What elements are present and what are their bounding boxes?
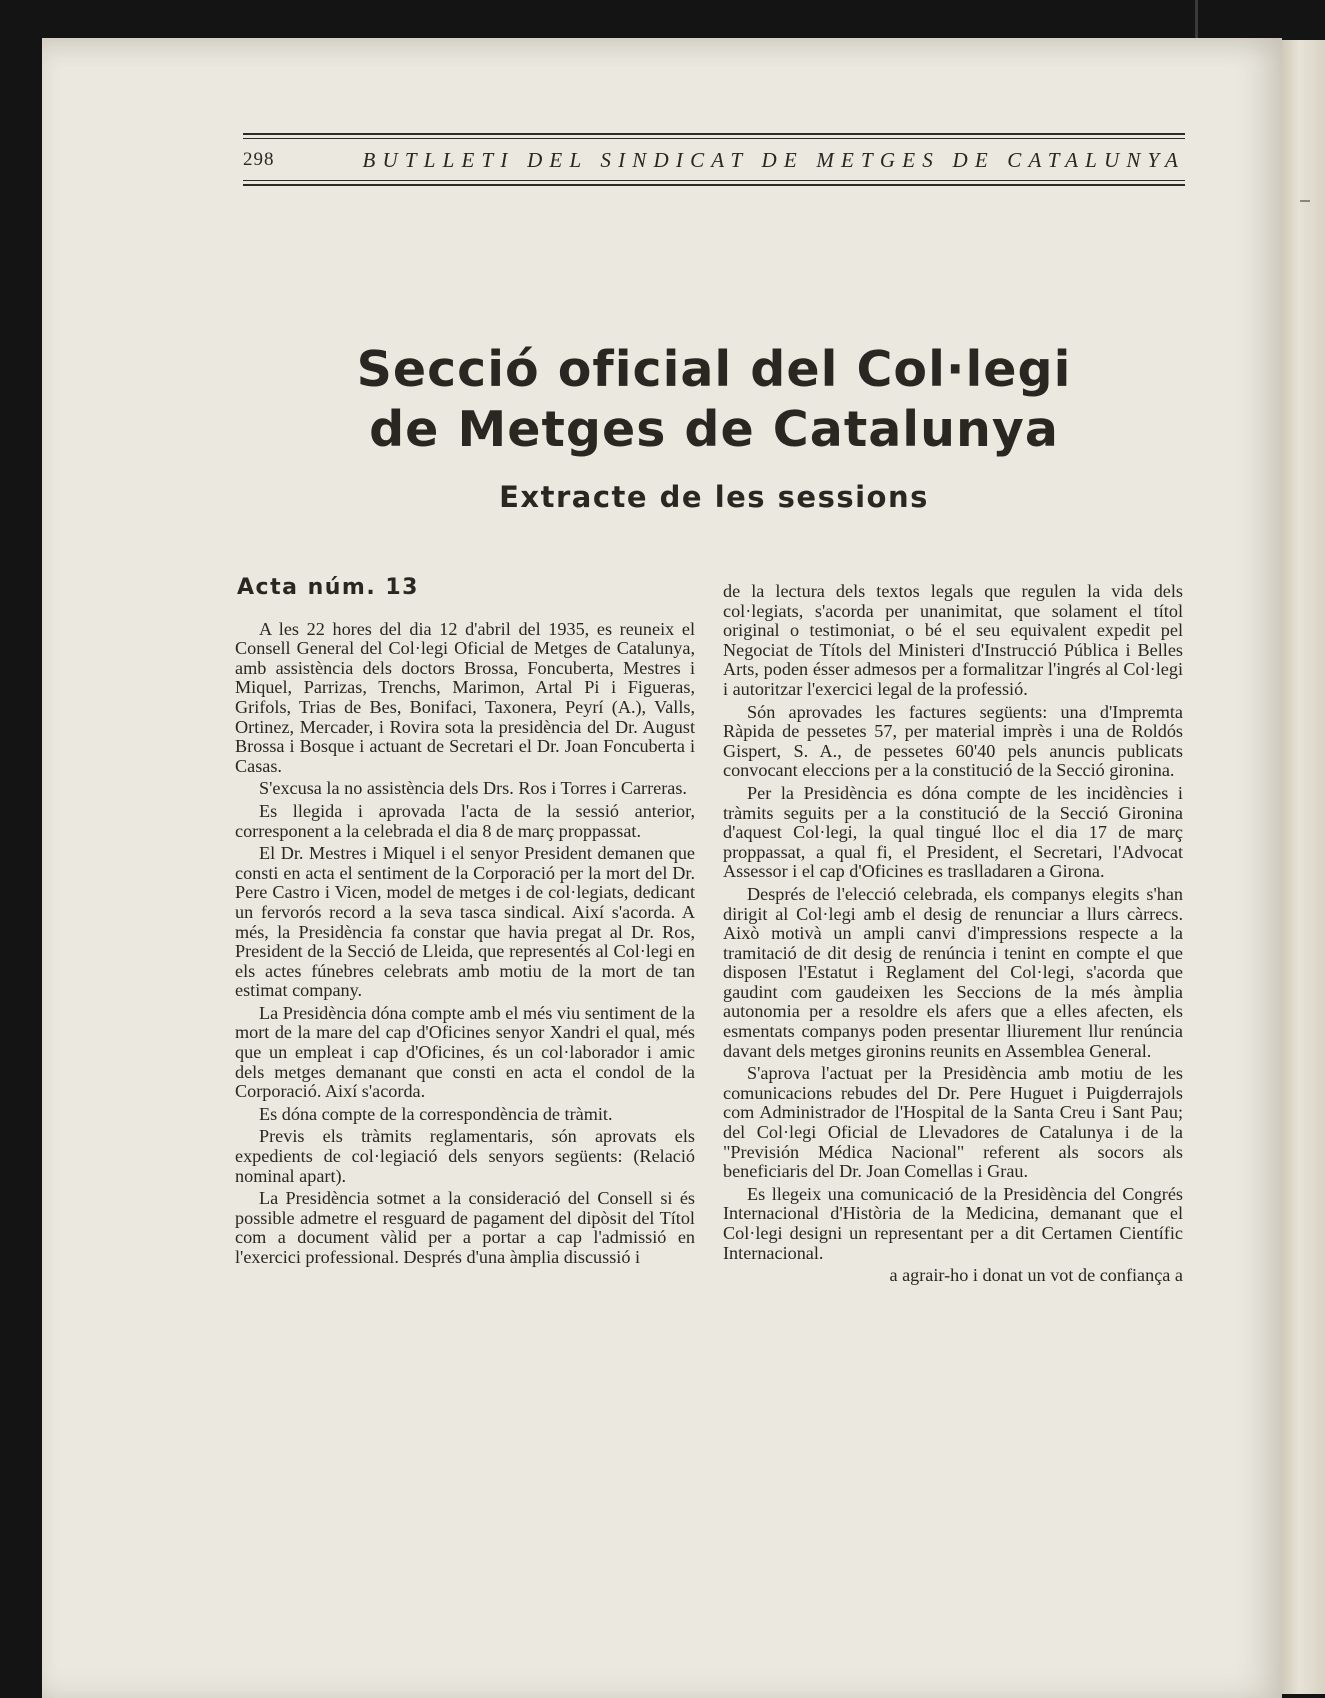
paragraph: S'aprova l'actuat per la Presidència amb motiu de les comunicacions rebudes del Dr. Pere Huguet i Puigderrajols com Administrador de l'Hospital de la Santa Creu i Sant Pau; del Col·legi Oficial de Llevadores de Catalunya i de la "Previsión Médica Nacional" referent als socors als beneficiaris del Dr. Joan Comellas i Grau. xyxy=(723,1063,1183,1182)
binding-edge xyxy=(1195,0,1198,38)
title-block xyxy=(243,340,1185,514)
header-rule-top-thin xyxy=(243,138,1185,139)
next-page-edge xyxy=(1282,40,1325,1694)
main-title xyxy=(243,340,1185,460)
journal-title: BUTLLETI DEL SINDICAT DE METGES DE CATALUNYA xyxy=(362,147,1185,172)
paragraph-continued: de la lectura dels textos legals que regulen la vida dels col·legiats, s'acorda per unanimitat, que solament el títol original o testimoniat, o bé el seu equivalent expedit pel Negociat de Títols del Ministeri d'Instrucció Pública i Belles Arts, poden ésser admesos per a formalitzar l'ingrés al Col·legi i autoritzar l'exercici legal de la professió. xyxy=(723,581,1183,699)
header-rule-bottom xyxy=(243,184,1185,186)
paragraph: La Presidència sotmet a la consideració del Consell si és possible admetre el resguard de pagament del dipòsit del Títol com a document vàlid per a portar a cap l'admissió en l'exercici professional. Després d'una àmplia discussió i xyxy=(235,1188,695,1267)
act-heading: Acta núm. 13 xyxy=(237,575,419,600)
paragraph: A les 22 hores del dia 12 d'abril del 1935, es reuneix el Consell General del Col·legi Oficial de Metges de Catalunya, amb assistència dels doctors Brossa, Foncuberta, Mestres i Miquel, Parrizas, Trenchs, Marimon, Artal Pi i Figueras, Grifols, Trias de Bes, Bonifaci, Taxonera, Peyrí (A.), Valls, Ortinez, Mercader, i Rovira sota la presidència del Dr. August Brossa i Bosque i actuant de Secretari el Dr. Joan Foncuberta i Casas. xyxy=(235,618,695,776)
paragraph: Per la Presidència es dóna compte de les incidències i tràmits seguits per a la constitució de la Secció Gironina d'aquest Col·legi, la qual tingué lloc el dia 17 de març proppassat, a qual fi, el President, el Secretari, l'Advocat Assessor i el cap d'Oficines es traslladaren a Girona. xyxy=(723,782,1183,882)
paragraph: Es llegida i aprovada l'acta de la sessió anterior, corresponent a la celebrada el dia 8 de març proppassat. xyxy=(235,800,695,841)
right-column xyxy=(723,582,1183,1289)
header-rule-top xyxy=(243,133,1185,135)
paragraph: Després de l'elecció celebrada, els companys elegits s'han dirigit al Col·legi amb el desig de renunciar a llurs càrrecs. Això motivà un ampli canvi d'impressions respecte a la tramitació de dit desig de renúncia i tenint en compte el que disposen l'Estatut i Reglament del Col·legi, s'acorda que gaudint com gaudeixen les Seccions de la més àmplia autonomia per a resoldre els afers que a elles afecten, els esmentats companys poden presentar lliurement llur renúncia davant dels metges gironins reunits en Assemblea General. xyxy=(723,883,1183,1061)
paragraph: Previs els tràmits reglamentaris, són aprovats els expedients de col·legiació dels senyors següents: (Relació nominal apart). xyxy=(235,1126,695,1186)
main-title-line-1: Secció oficial del Col·legi xyxy=(356,341,1072,398)
paragraph: Es llegeix una comunicació de la Presidència del Congrés Internacional d'Història de la Medicina, demanant que el Col·legi designi un representant per a dit Certamen Científic Internacional. xyxy=(723,1183,1183,1263)
paragraph: Són aprovades les factures següents: una d'Impremta Ràpida de pessetes 57, per material imprès i una de Roldós Gispert, S. A., de pessetes 60'40 pels anuncis publicats convocant eleccions per a la constitució de la Secció gironina. xyxy=(723,701,1183,781)
page-mark xyxy=(1300,200,1310,202)
paragraph: Es dóna compte de la correspondència de tràmit. xyxy=(259,1103,613,1124)
paragraph-partial-line: a agrair-ho i donat un vot de confiança a xyxy=(889,1265,1183,1286)
paragraph: S'excusa la no assistència dels Drs. Ros i Torres i Carreras. xyxy=(259,778,687,799)
left-column xyxy=(235,575,695,1271)
running-header xyxy=(243,144,1185,176)
subtitle: Extracte de les sessions xyxy=(499,480,929,514)
page-number: 298 xyxy=(243,149,275,170)
paragraph: La Presidència dóna compte amb el més viu sentiment de la mort de la mare del cap d'Oficines senyor Xandri el qual, més que un empleat i cap d'Oficines, és un col·laborador i amic dels metges demanant que consti en acta el condol de la Corporació. Així s'acorda. xyxy=(235,1002,695,1102)
paragraph: El Dr. Mestres i Miquel i el senyor President demanen que consti en acta el sentiment de la Corporació per la mort del Dr. Pere Castro i Vicen, model de metges i de col·legiats, dedicant un fervorós record a la seva tasca sindical. Així s'acorda. A més, la Presidència fa constar que havia pregat al Dr. Ros, President de la Secció de Lleida, que representés al Col·legi en els actes fúnebres celebrats amb motiu de la mort de tan estimat company. xyxy=(235,843,695,1001)
main-title-line-2: de Metges de Catalunya xyxy=(369,401,1059,458)
header-rule-bottom-thin xyxy=(243,180,1185,181)
